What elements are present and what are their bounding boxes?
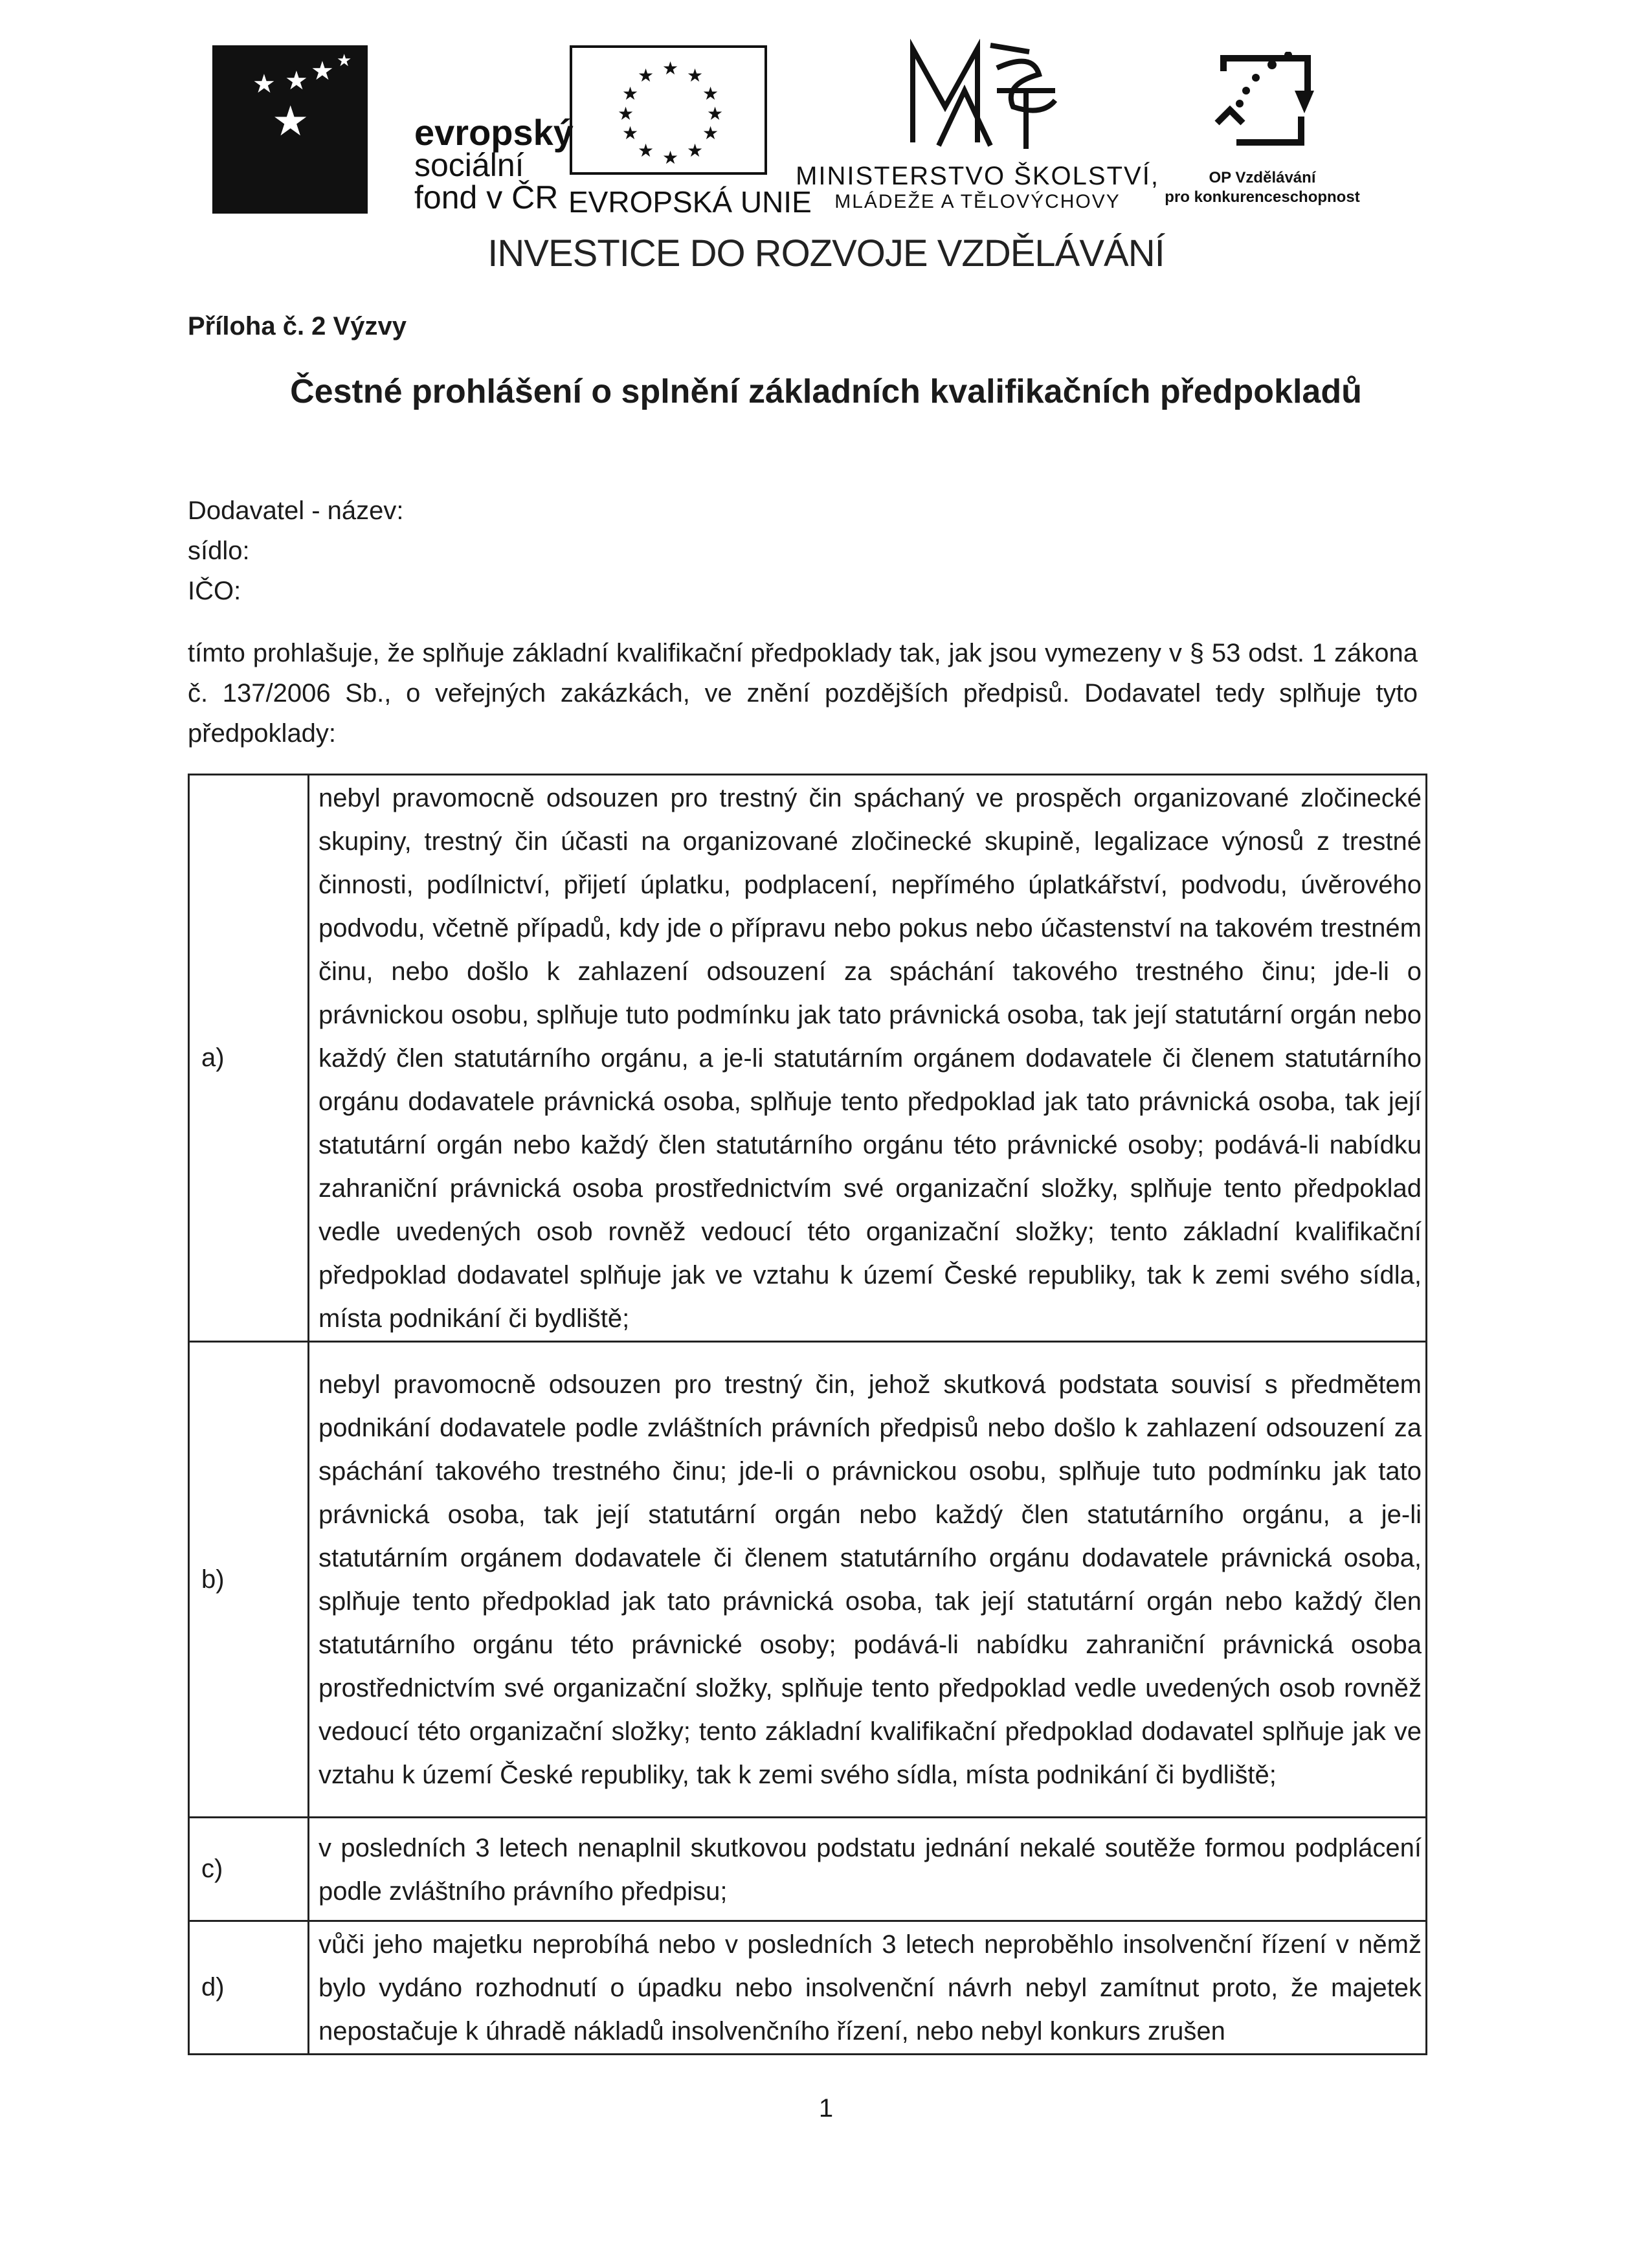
row-text: vůči jeho majetku neprobíhá nebo v posledních 3 letech neproběhlo insolvenční řízení v němž bylo vydáno rozhodnutí o úpadku nebo insolvenční návrh nebyl zamítnut proto, že majetek nepostačuje k úhradě nákladů insolvenčního řízení, nebo nebyl konkurs zrušen: [309, 1921, 1427, 2055]
table-row: [189, 1921, 1427, 2055]
star-icon: ★: [622, 84, 639, 104]
msmt-caption-line1: MINISTERSTVO ŠKOLSTVÍ,: [796, 162, 1159, 190]
msmt-monogram-icon: [900, 39, 1068, 152]
row-label: a): [189, 775, 309, 1342]
star-icon: ★: [702, 84, 719, 104]
supplier-seat-label: sídlo:: [188, 537, 250, 565]
msmt-caption: [783, 162, 1172, 213]
star-icon: ★: [272, 98, 309, 144]
star-icon: ★: [662, 148, 679, 168]
requirements-table: [188, 774, 1427, 2055]
row-text: v posledních 3 letech nenaplnil skutkovou podstatu jednání nekalé soutěže formou podplácení podle zvláštního právního předpisu;: [309, 1818, 1427, 1921]
star-icon: ★: [707, 104, 724, 124]
esf-caption-line1: evropský: [414, 112, 574, 153]
op-caption-line2: pro konkurenceschopnost: [1165, 188, 1360, 206]
intro-paragraph: tímto prohlašuje, že splňuje základní kvalifikační předpoklady tak, jak jsou vymezeny v § 53 odst. 1 zákona č. 137/2006 Sb., o veřejných zakázkách, ve znění pozdějších předpisů. Dodavatel tedy splňuje tyto předpoklady:: [188, 639, 1418, 748]
eu-caption: EVROPSKÁ UNIE: [568, 185, 812, 219]
op-caption: [1139, 168, 1385, 207]
msmt-caption-line2: MLÁDEŽE A TĚLOVÝCHOVY: [834, 191, 1121, 212]
star-icon: ★: [638, 140, 654, 161]
esf-caption-line2: sociální: [414, 147, 524, 183]
table-row: [189, 1342, 1427, 1818]
supplier-block: [188, 491, 404, 611]
supplier-name-label: Dodavatel - název:: [188, 496, 404, 525]
star-icon: ★: [252, 70, 276, 98]
row-text: nebyl pravomocně odsouzen pro trestný čin spáchaný ve prospěch organizované zločinecké skupiny, trestný čin účasti na organizované zločinecké skupině, legalizace výnosů z trestné činnosti, podílnictví, přijetí úplatku, podplacení, nepřímého úplatkářství, podvodu, úvěrového podvodu, včetně případů, kdy jde o přípravu nebo pokus nebo účastenství na takovém trestném činu, nebo došlo k zahlazení odsouzení za spáchání takového trestného činu; jde-li o právnickou osobu, splňuje tuto podmínku jak tato právnická osoba, tak její statutární orgán nebo každý člen statutárního orgánu, a je-li statutárním orgánem dodavatele či členem statutárního orgánu dodavatele právnická osoba, splňuje tento předpoklad jak tato právnická osoba, tak její statutární orgán nebo každý člen statutárního orgánu této právnické osoby; podává-li nabídku zahraniční právnická osoba prostřednictvím své organizační složky, splňuje tento předpoklad vedle uvedených osob rovněž vedoucí této organizační složky; tento základní kvalifikační předpoklad dodavatel splňuje jak ve vztahu k území České republiky, tak k zemi svého sídla, místa podnikání či bydliště;: [309, 775, 1427, 1342]
supplier-ico-label: IČO:: [188, 577, 241, 605]
msmt-logo: [783, 39, 1172, 227]
row-text: nebyl pravomocně odsouzen pro trestný čin, jehož skutková podstata souvisí s předmětem podnikání dodavatele podle zvláštních právních předpisů nebo došlo k zahlazení odsouzení za spáchání takového trestného činu; jde-li o právnickou osobu, splňuje tuto podmínku jak tato právnická osoba, tak její statutární orgán nebo každý člen statutárního orgánu, a je-li statutárním orgánem dodavatele či členem statutárního orgánu dodavatele právnická osoba, splňuje tento předpoklad jak tato právnická osoba, tak její statutární orgán nebo každý člen statutárního orgánu této právnické osoby; podává-li nabídku zahraniční právnická osoba prostřednictvím své organizační složky, splňuje tento předpoklad vedle uvedených osob rovněž vedoucí této organizační složky; tento základní kvalifikační předpoklad dodavatel splňuje jak ve vztahu k území České republiky, tak k zemi svého sídla, místa podnikání či bydliště;: [309, 1342, 1427, 1818]
star-icon: ★: [622, 123, 639, 143]
page-number: 1: [818, 2094, 834, 2123]
star-icon: ★: [702, 123, 719, 143]
star-icon: ★: [285, 67, 308, 95]
investice-slogan: INVESTICE DO ROZVOJE VZDĚLÁVÁNÍ: [487, 232, 1165, 274]
star-icon: ★: [638, 65, 654, 85]
star-icon: ★: [687, 140, 704, 161]
eu-flag: [570, 45, 767, 175]
op-emblem-icon: [1211, 52, 1314, 155]
star-icon: ★: [337, 50, 352, 70]
star-icon: ★: [687, 65, 704, 85]
row-label: c): [189, 1818, 309, 1921]
table-row: [189, 1818, 1427, 1921]
row-label: b): [189, 1342, 309, 1818]
op-caption-line1: OP Vzdělávání: [1209, 169, 1316, 186]
eu-logo: [568, 45, 812, 220]
esf-logo: [207, 45, 574, 220]
logo-strip: [207, 39, 1372, 233]
table-row: [189, 775, 1427, 1342]
star-icon: ★: [618, 104, 634, 124]
document-title: Čestné prohlášení o splnění základních kvalifikačních předpokladů: [290, 373, 1362, 410]
row-label: d): [189, 1921, 309, 2055]
attachment-label: Příloha č. 2 Výzvy: [188, 312, 407, 340]
star-icon: ★: [311, 57, 334, 85]
star-icon: ★: [662, 58, 679, 78]
op-logo: [1139, 52, 1385, 227]
esf-caption: [414, 112, 574, 216]
esf-caption-line3: fond v ČR: [414, 179, 559, 216]
